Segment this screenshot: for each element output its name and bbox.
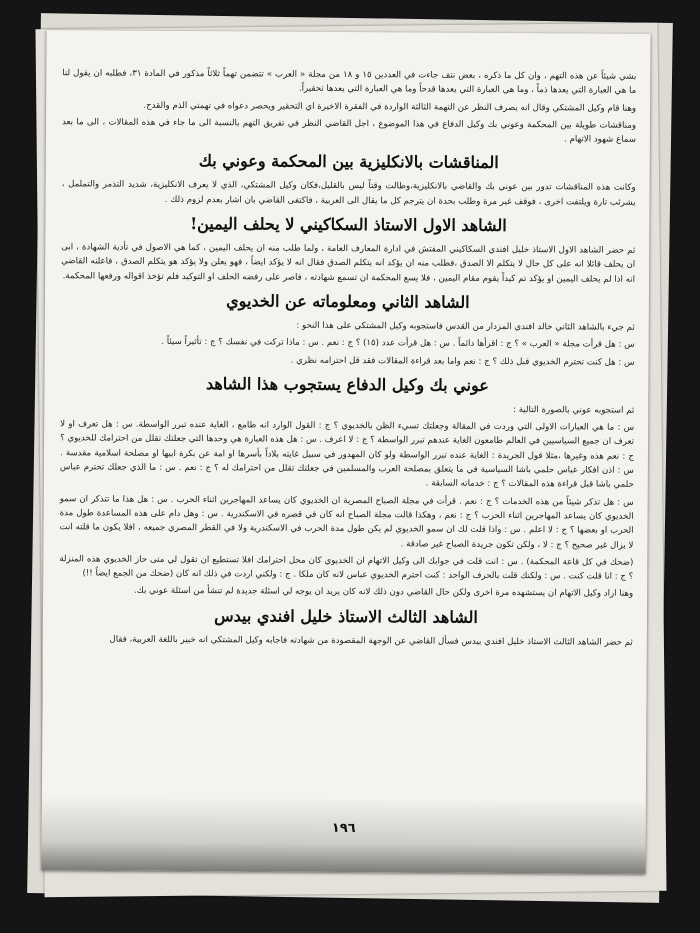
paragraph: ثم حضر الشاهد الاول الاستاذ خليل افندي السكاكيني المفتش في ادارة المعارف العامة ، ولما طلب منه ان يحلف اليمين ، كما هي الاصول في تأدية الشهادة ، ابى ان يحلف قائلا انه على كل حال لا يتكلم الا الصدق ،فطلب منه ان يؤكد انه يتكلم الصدق فقال انه لا يؤكد ايضاً ، فهو يعلن ولا يؤكد هو يتكلم الصدق ، فاعلنه القاضي انه اذا لم يحلف اليمين او يؤكد تم كيداً يقوم مقام اليمين ، فلا يسع المحكمة ان تسمع شهادته ، فاصر على رفضه الحلف او التوكيد فلم تؤخذ اقواله ورفعها المحكمة. — [61, 242, 636, 285]
paragraph: س : هل كنت تحترم الخديوي قبل ذلك ؟ ج : نعم واما بعد قراءة المقالات فقد قل احترامه نظري . — [290, 355, 635, 368]
section-heading: الشاهد الثالث الاستاذ خليل افندي بيدس — [214, 605, 478, 627]
paragraph: وهنا اراد وكيل الاتهام ان يستشهده مرة اخرى ولكن حال القاضي دون ذلك لانه كان يريد ان يوجه لي اسئلة جديدة لم تنشأ من اسئلة عوني بك. — [133, 586, 634, 600]
paragraph: بشي شيئاً عن هذه التهم ، وان كل ما ذكره ، بعض نتف جاءت في العددين ١٥ و ١٨ من مجلة « العرب » تتضمن تهماً ثلاثاً مذكور في المادة ٣١، فطلبه ان يقول لنا ما هي العبارة التي يعدها ذماً ، وما هي العبارة التي يعدها قدحاً وما هي العبارة التي يعدها تحقيراً. — [62, 68, 637, 97]
page-number: ١٩٦ — [331, 820, 356, 837]
paragraph: (ضحك في كل قاعة المحكمة) . س : انت قلت في جوابك الى وكيل الاتهام ان الخديوي كان محل احترامك افلا تستطيع ان تقول لي متى حاز الخديوي هذه المنزلة ؟ ج : انا قلت كنت . س : ولكنك قلت بالحرف الواحد : كنت احترم الخديوي عباس لانه كان ملكا . ج : ولكني اردت في ذلك انه كان (ضحك من الجمع ايضاً !!) — [59, 554, 634, 582]
paragraph: ثم استجوبه عوني بالصورة التالية : — [513, 404, 635, 416]
paragraph: ومناقشات طويلة بين المحكمة وعوني بك وكيل الدفاع في هذا الموضوع ، اجل القاضي النظر في تفريق التهم بالنسبة الى ما جاء في هذه المقالات ، الى ما بعد سماع شهود الاتهام . — [61, 117, 637, 145]
section-heading: الشاهد الثاني ومعلوماته عن الخديوي — [226, 291, 470, 312]
page-content — [58, 66, 636, 803]
document-page — [41, 30, 650, 874]
section-heading: المناقشات بالانكليزية بين المحكمة وعوني بك — [198, 151, 499, 173]
paragraph: وهنا قام وكيل المشتكي وقال انه يصرف النظر عن التهمة الثالثة الواردة في الفقرة الاخيرة اي التحقير ويحصر دعواه في تهمتي الذم والقدح. — [143, 100, 637, 114]
paragraph: وكانت هذه المناقشات تدور بين عوني بك والقاضي بالانكليزية،وطالت وقتاً ليس بالقليل،فكان وكيل المشتكي، الذي لا يعرف الانكليزية، شديد التذمر والتململ ، يشرئب تارة ويلتفت اخرى ، فوقف غير مرة وطلب بحدة ان يترجم كل ما يقال الى العربية ، فاكتفى القاضي بان اشار بعدم لزوم ذلك . — [61, 179, 636, 208]
section-heading: الشاهد الاول الاستاذ السكاكيني لا يحلف اليمين! — [190, 214, 507, 236]
section-heading: عوني بك وكيل الدفاع يستجوب هذا الشاهد — [205, 374, 489, 395]
paragraph: ثم حضر الشاهد الثالث الاستاذ خليل افندي بيدس فسأل القاضي عن الوجهة المقصودة من شهادته فاجابه وكيل المشتكي انه خبير باللغة العربية، فقال — [109, 634, 633, 648]
paragraph: س : هل قرأت مجلة « العرب » ؟ ج : اقرأها دائماً . س : هل قرأت عدد (١٥) ؟ ج : نعم . س : ماذا تركت في نفسك ؟ ج : تأثيراً سيئاً . — [161, 337, 635, 351]
paragraph: ثم جيء بالشاهد الثاني خالد افندي المزدار من القدس فاستجوبه وكيل المشتكي على هذا النحو : — [296, 320, 635, 333]
paragraph: س : هل تذكر شيئاً من هذه الخدمات ؟ ج : نعم . قرأت في مجلة الصباح المصرية ان الخديوي كان يساعد المهاجرين اثناء الحرب . س : هل هذا ما تتذكر ان سمو الخديوي كان يساعد المهاجرين اثناء الحرب ؟ ج : نعم ، وهكذا قالت مجلة الصباح انه كان في قصره في الاسكندرية . س : وهل دام على هذه المساعدة طول مدة الحرب او بعضها ؟ ج : لا اعلم . س : واذا قلت لك ان سمو الخديوي لم يكن طول مدة الحرب في الاسكندرية ولا في القطر المصري جميعه ، افلا يكون ما قلته انت لا يزال غير صحيح ؟ ج : لا ، ولكن تكون جريدة الصباح غير صادقة . — [59, 493, 634, 551]
paragraph: س : ما هي العبارات الاولى التي وردت في المقالة وجعلتك تسيء الظن بالخديوي ؟ ج : القول الوارد انه طامع ، الغاية عنده تبرر الواسطة. س : هل تعرف او لا تعرف ان جميع السياسيين في العالم طامعون الغاية عندهم تبرر الواسطة ؟ ج : لا اعرف . س : هل هذه العبارة هي وحدها التي جعلتك تقلل من احترامك للخديوي ؟ ج : نعم هذه وغيرها ،مثلا قول الجريدة : الغاية عنده تبرر الواسطة ولو كان المهدور في سبيل غايته بلاداً بأسرها او امة عن بكرة ابيها او مصلحة اسلامية مقدسة . س : اذن افكار عباس حلمي باشا السياسية في ما يتعلق بمصلحة العرب والمسلمين في جعلتك تقلل من احترامك له ؟ ج : نعم . س : ما الذي جعلك تحترم عباس حلمي باشا قبل قراءة هذه المقالات ؟ ج : خدماته السابقة . — [59, 419, 635, 491]
